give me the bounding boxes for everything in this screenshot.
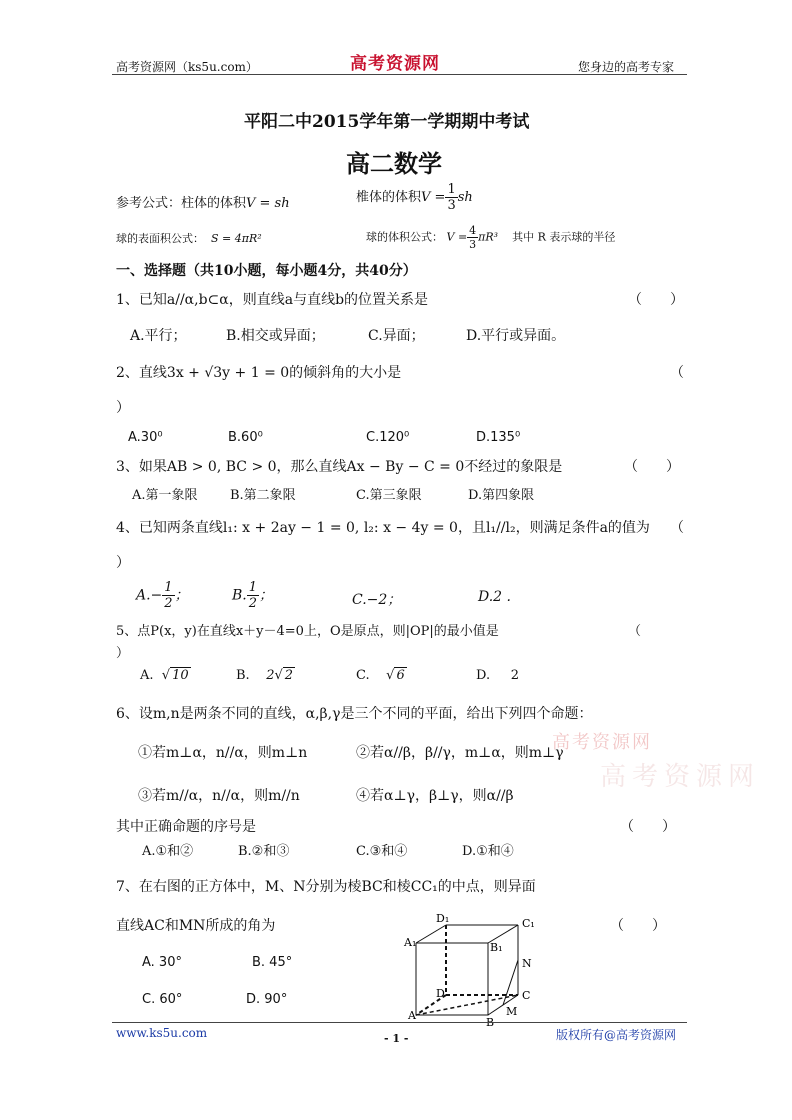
q5-paren-close: ） bbox=[116, 646, 130, 661]
fraction bbox=[445, 182, 457, 213]
sphere-vol-lhs: V = bbox=[446, 230, 468, 244]
q4-paren-open: （ bbox=[670, 520, 684, 536]
q4-b-post: ； bbox=[259, 587, 274, 604]
q5-c-label: C. bbox=[356, 668, 370, 683]
q6-stem: 6、设m,n是两条不同的直线，α,β,γ是三个不同的平面，给出下列四个命题： bbox=[116, 706, 593, 722]
q5-a-radicand: 10 bbox=[172, 668, 189, 683]
q1-stem: 1、已知a//α,b⊂α，则直线a与直线b的位置关系是 bbox=[116, 292, 429, 308]
section-heading: 一、选择题（共10小题，每小题4分，共40分） bbox=[116, 263, 417, 279]
label-b1: B₁ bbox=[490, 941, 503, 954]
fraction bbox=[247, 580, 259, 611]
frac-num: 1 bbox=[164, 580, 173, 595]
label-d1: D₁ bbox=[436, 912, 450, 925]
q2-paren-close: ） bbox=[116, 400, 130, 416]
header-right: 您身边的高考专家 bbox=[578, 60, 675, 74]
frac-num: 4 bbox=[469, 224, 477, 237]
q4-option-d: D.2 . bbox=[478, 589, 511, 605]
q5-a-label: A. bbox=[140, 668, 154, 683]
frac-num: 1 bbox=[447, 182, 456, 197]
q1-paren: （ ） bbox=[628, 292, 684, 308]
q2-option-d: D.135⁰ bbox=[476, 430, 521, 445]
q6-prop-3: ③若m//α，n//α，则m//n bbox=[138, 788, 300, 804]
q3-paren: （ ） bbox=[624, 459, 680, 475]
q5-b-label: B. bbox=[236, 668, 250, 683]
q5-option-b: B. 2√ 2 bbox=[236, 668, 294, 683]
q7-stem-line2: 直线AC和MN所成的角为 bbox=[116, 918, 276, 934]
q5-option-d bbox=[476, 668, 519, 683]
label-n: N bbox=[522, 957, 532, 970]
formula-ref-label: 参考公式：柱体的体积 bbox=[116, 196, 247, 211]
sphere-area-formula: S = 4πR² bbox=[211, 232, 262, 245]
q6-paren: （ ） bbox=[620, 819, 676, 835]
label-d: D bbox=[436, 987, 445, 1000]
formula-cyl: V = sh bbox=[246, 196, 290, 211]
label-a: A bbox=[408, 1009, 416, 1022]
fraction bbox=[162, 580, 174, 611]
q2-option-c: C.120⁰ bbox=[366, 430, 410, 445]
q6-option-c: C.③和④ bbox=[356, 844, 408, 859]
q5-paren-open: （ bbox=[628, 624, 642, 639]
exam-subject: 高二数学 bbox=[346, 149, 442, 178]
label-c1: C₁ bbox=[522, 917, 535, 930]
footer-right-link[interactable]: 版权所有@高考资源网 bbox=[556, 1028, 677, 1042]
q5-stem: 5、点P(x，y)在直线x＋y－4=0上，O是原点，则|OP|的最小值是 bbox=[116, 624, 499, 639]
q7-paren: （ ） bbox=[610, 918, 666, 934]
q6-option-d: D.①和④ bbox=[462, 844, 514, 859]
label-a1: A₁ bbox=[404, 936, 417, 949]
q1-option-a: A.平行； bbox=[130, 328, 187, 344]
q1-option-d: D.平行或异面。 bbox=[466, 328, 566, 344]
frac-den: 2 bbox=[164, 596, 173, 611]
q2-paren-open: （ bbox=[670, 365, 684, 381]
q6-ask: 其中正确命题的序号是 bbox=[116, 819, 256, 835]
q2-stem: 2、直线3x + √3y + 1 = 0的倾斜角的大小是 bbox=[116, 365, 402, 381]
q6-prop-1: ①若m⊥α，n//α，则m⊥n bbox=[138, 745, 308, 761]
q5-c-radicand: 6 bbox=[396, 668, 405, 683]
cube-front-face bbox=[416, 943, 488, 1015]
q5-option-a: A. √ 10 bbox=[140, 668, 189, 683]
frac-den: 2 bbox=[248, 596, 258, 611]
q7-option-a: A. 30° bbox=[142, 955, 182, 970]
q4-stem: 4、已知两条直线l₁: x + 2ay − 1 = 0, l₂: x − 4y = 0，且l₁//l₂，则满足条件a的值为 bbox=[116, 520, 650, 536]
q4-option-a bbox=[136, 580, 189, 611]
q1-option-c: C.异面； bbox=[368, 328, 425, 344]
formula-cylinder bbox=[116, 192, 290, 211]
page-number: - 1 - bbox=[384, 1032, 409, 1045]
q7-option-d: D. 90° bbox=[246, 992, 288, 1007]
q1-option-b: B.相交或异面； bbox=[226, 328, 325, 344]
footer-left-link[interactable]: www.ks5u.com bbox=[116, 1026, 208, 1040]
q3-option-d: D.第四象限 bbox=[468, 488, 535, 503]
watermark-line2: 高考资源网 bbox=[600, 762, 761, 792]
formula-sphere-area bbox=[116, 230, 262, 246]
q6-prop-4: ④若α⊥γ，β⊥γ，则α//β bbox=[356, 788, 514, 804]
formula-cone-lhs: V = bbox=[421, 190, 446, 205]
q2-option-b: B.60⁰ bbox=[228, 430, 263, 445]
q7-stem-line1: 7、在右图的正方体中，M、N分别为棱BC和棱CC₁的中点，则异面 bbox=[116, 879, 536, 895]
header-left: 高考资源网（ks5u.com） bbox=[116, 60, 258, 74]
q5-b-pre: 2 bbox=[266, 668, 275, 683]
q5-d-label: D. bbox=[476, 668, 491, 683]
fraction bbox=[467, 224, 478, 251]
q3-option-a: A.第一象限 bbox=[132, 488, 198, 503]
q4-a-post: ； bbox=[174, 587, 189, 604]
segment-mn bbox=[503, 960, 518, 1005]
q4-paren-close: ） bbox=[116, 555, 130, 571]
q3-option-b: B.第二象限 bbox=[230, 488, 296, 503]
header-logo: 高考资源网 bbox=[350, 54, 440, 74]
label-m: M bbox=[506, 1005, 518, 1018]
frac-den: 3 bbox=[447, 198, 456, 213]
watermark-line1: 高考资源网 bbox=[552, 732, 652, 753]
q4-option-b bbox=[232, 580, 273, 611]
header-rule bbox=[112, 74, 687, 75]
frac-den: 3 bbox=[469, 238, 477, 251]
exam-title: 平阳二中2015学年第一学期期中考试 bbox=[244, 112, 530, 132]
formula-cone-tail: sh bbox=[457, 190, 473, 205]
q3-stem: 3、如果AB > 0, BC > 0，那么直线Ax − By − C = 0不经过的象限是 bbox=[116, 459, 563, 475]
q5-b-radicand: 2 bbox=[284, 668, 294, 683]
q5-d-value: 2 bbox=[510, 668, 520, 683]
footer-rule bbox=[112, 1022, 687, 1023]
formula-cone bbox=[356, 182, 473, 213]
q2-option-a: A.30⁰ bbox=[128, 430, 163, 445]
sphere-vol-label: 球的体积公式： bbox=[366, 230, 443, 244]
sphere-vol-tail: πR³ bbox=[478, 230, 499, 244]
q5-option-c: C. √ 6 bbox=[356, 668, 405, 683]
q6-option-a: A.①和② bbox=[142, 844, 194, 859]
q3-option-c: C.第三象限 bbox=[356, 488, 422, 503]
q6-prop-2: ②若α//β，β//γ，m⊥α，则m⊥γ bbox=[356, 745, 564, 761]
q7-option-c: C. 60° bbox=[142, 992, 183, 1007]
q7-option-b: B. 45° bbox=[252, 955, 293, 970]
q4-a-pre: A.− bbox=[136, 587, 163, 604]
formula-sphere-vol bbox=[366, 224, 615, 251]
formula-cone-label: 椎体的体积 bbox=[356, 190, 422, 205]
q4-option-c: C.−2； bbox=[352, 592, 402, 608]
sphere-area-label: 球的表面积公式： bbox=[116, 232, 204, 245]
label-c: C bbox=[522, 989, 531, 1002]
sphere-note: 其中 R 表示球的半径 bbox=[512, 230, 616, 244]
cube-edge bbox=[416, 925, 446, 943]
q4-b-pre: B. bbox=[232, 587, 247, 604]
q6-option-b: B.②和③ bbox=[238, 844, 290, 859]
frac-num: 1 bbox=[248, 580, 258, 595]
cube-diagram bbox=[400, 905, 550, 1030]
